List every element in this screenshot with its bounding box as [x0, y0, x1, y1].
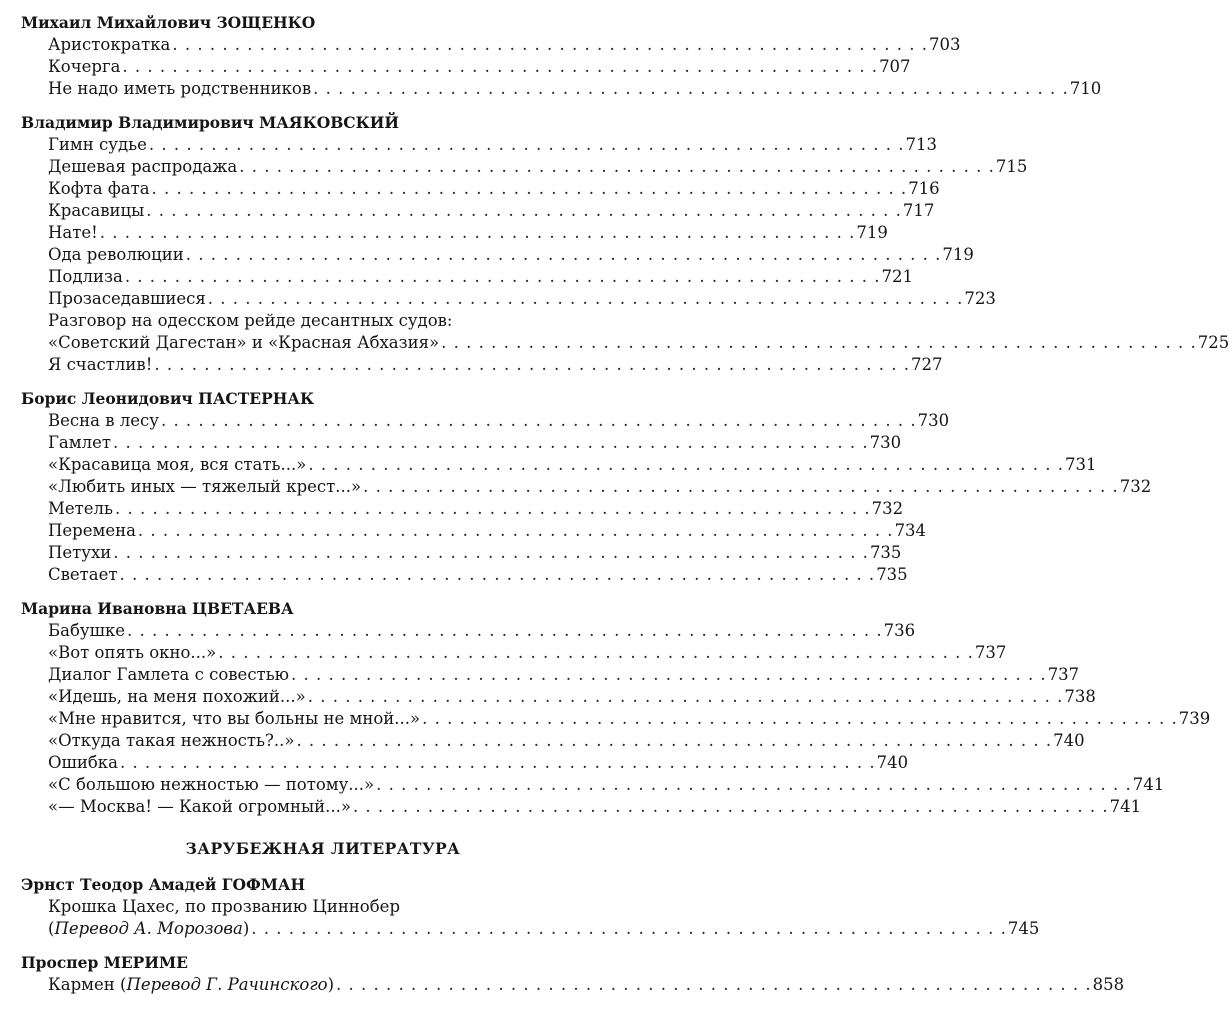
- toc-entry[interactable]: [21, 156, 1028, 178]
- paren-close: ): [242, 919, 250, 938]
- leader-dots: [147, 134, 904, 156]
- leader-dots: [136, 520, 893, 542]
- toc-entry[interactable]: [21, 288, 996, 310]
- entry-title: Красавицы: [48, 201, 145, 220]
- leader-dots: [111, 432, 868, 454]
- entry-title: «Любить иных — тяжелый крест...»: [48, 477, 362, 496]
- toc-entry[interactable]: [21, 708, 1211, 730]
- leader-dots: [249, 918, 1006, 940]
- entry-title: Прозаседавшиеся: [48, 289, 206, 308]
- entry-title-line1: Разговор на одесском рейде десантных судов:: [48, 311, 453, 330]
- entry-page: 737: [974, 643, 1007, 662]
- entry-title: Весна в лесу: [48, 411, 159, 430]
- entry-title: Метель: [48, 499, 114, 518]
- entry-page: 735: [869, 543, 902, 562]
- leader-dots: [152, 354, 909, 376]
- author-name: Михаил Михайлович ЗОЩЕНКО: [21, 13, 316, 32]
- entry-page: 741: [1132, 775, 1165, 794]
- entry-title: «— Москва! — Какой огромный...»: [48, 797, 351, 816]
- leader-dots: [306, 686, 1063, 708]
- leader-dots: [118, 752, 875, 774]
- entry-page: 721: [881, 267, 913, 286]
- entry-page: 730: [917, 411, 950, 430]
- entry-page: 740: [876, 753, 909, 772]
- entry-page: 731: [1064, 455, 1097, 474]
- leader-dots: [420, 708, 1177, 730]
- author-section: [21, 112, 1229, 376]
- toc-entry[interactable]: [21, 34, 961, 56]
- leader-dots: [439, 332, 1196, 354]
- entry-page: 719: [942, 245, 974, 264]
- toc-entry[interactable]: [21, 752, 909, 774]
- entry-title: «Откуда такая нежность?..»: [48, 731, 295, 750]
- entry-title: Я счастлив!: [48, 355, 153, 374]
- entry-page: 735: [876, 565, 908, 584]
- toc-entry[interactable]: [21, 476, 1152, 498]
- leader-dots: [216, 642, 973, 664]
- leader-dots: [334, 974, 1091, 996]
- leader-dots: [306, 454, 1063, 476]
- entry-page: 717: [902, 201, 935, 220]
- leader-dots: [150, 178, 907, 200]
- author-section: [21, 388, 1152, 586]
- toc-entry[interactable]: [21, 918, 1040, 940]
- entry-title: Ода революции: [48, 245, 184, 264]
- leader-dots: [237, 156, 994, 178]
- entry-title: «Идешь, на меня похожий...»: [48, 687, 306, 706]
- toc-entry[interactable]: [21, 432, 902, 454]
- toc-entry[interactable]: [21, 178, 940, 200]
- toc-entry[interactable]: [21, 642, 1007, 664]
- entry-page: 715: [995, 157, 1028, 176]
- leader-dots: [289, 664, 1046, 686]
- entry-title: Подлиза: [48, 267, 123, 286]
- entry-page: 716: [908, 179, 940, 198]
- entry-title: «Мне нравится, что вы больны не мной...»: [48, 709, 421, 728]
- leader-dots: [351, 796, 1108, 818]
- toc-entry[interactable]: [21, 774, 1165, 796]
- entry-title: Бабушке: [48, 621, 126, 640]
- entry-title: Светает: [48, 565, 118, 584]
- toc-entry[interactable]: [21, 796, 1142, 818]
- entry-page: 745: [1007, 919, 1040, 938]
- entry-page: 740: [1053, 731, 1085, 750]
- author-name: Борис Леонидович ПАСТЕРНАК: [21, 389, 315, 408]
- entry-title: Гимн судье: [48, 135, 147, 154]
- paren-close: ): [327, 975, 335, 994]
- leader-dots: [374, 774, 1131, 796]
- entry-page: 725: [1197, 333, 1229, 352]
- leader-dots: [113, 498, 870, 520]
- author-section: [21, 952, 1125, 996]
- part-heading: ЗАРУБЕЖНАЯ ЛИТЕРАТУРА: [185, 839, 461, 858]
- author-name: Владимир Владимирович МАЯКОВСКИЙ: [21, 113, 400, 132]
- leader-dots: [206, 288, 963, 310]
- leader-dots: [123, 266, 880, 288]
- toc-entry[interactable]: [21, 974, 1125, 996]
- entry-page: 719: [856, 223, 888, 242]
- leader-dots: [294, 730, 1051, 752]
- entry-title: Нате!: [48, 223, 98, 242]
- author-section: [21, 12, 1102, 100]
- entry-page: 732: [871, 499, 904, 518]
- translator-note: Перевод Г. Рачинского: [126, 975, 328, 994]
- entry-page: 734: [894, 521, 927, 540]
- toc-entry[interactable]: [21, 410, 950, 432]
- title-text: Кармен (: [48, 975, 127, 994]
- leader-dots: [118, 564, 875, 586]
- leader-dots: [159, 410, 916, 432]
- entry-page: 736: [883, 621, 916, 640]
- entry-title: Дешевая распродажа: [48, 157, 238, 176]
- entry-page: 732: [1119, 477, 1152, 496]
- toc-entry[interactable]: [21, 620, 916, 642]
- entry-title: [48, 918, 249, 940]
- entry-title: Гамлет: [48, 433, 111, 452]
- leader-dots: [311, 78, 1068, 100]
- entry-page: 703: [929, 35, 961, 54]
- entry-page: 739: [1178, 709, 1211, 728]
- leader-dots: [111, 542, 868, 564]
- entry-page: 713: [905, 135, 937, 154]
- paren-open: (: [48, 919, 55, 938]
- leader-dots: [144, 200, 901, 222]
- toc-entry[interactable]: [21, 332, 1229, 354]
- toc-entry[interactable]: [21, 134, 937, 156]
- entry-page: 727: [910, 355, 943, 374]
- entry-page: 858: [1092, 975, 1125, 994]
- author-name: Марина Ивановна ЦВЕТАЕВА: [21, 599, 294, 618]
- toc-entry[interactable]: [21, 222, 888, 244]
- entry-page: 738: [1064, 687, 1096, 706]
- entry-title: «Красавица моя, вся стать...»: [48, 455, 307, 474]
- toc-entry[interactable]: [21, 520, 927, 542]
- entry-page: 723: [964, 289, 996, 308]
- entry-title: Ошибка: [48, 753, 118, 772]
- toc-entry[interactable]: [21, 730, 1085, 752]
- author-name: Проспер МЕРИМЕ: [21, 953, 188, 972]
- leader-dots: [184, 244, 941, 266]
- entry-title: «С большою нежностью — потому...»: [48, 775, 375, 794]
- entry-title: [48, 974, 334, 996]
- leader-dots: [170, 34, 927, 56]
- entry-title: Диалог Гамлета с совестью: [48, 665, 290, 684]
- entry-page: 707: [879, 57, 911, 76]
- author-name: Эрнст Теодор Амадей ГОФМАН: [21, 875, 306, 894]
- toc-entry[interactable]: [21, 564, 908, 586]
- leader-dots: [125, 620, 882, 642]
- leader-dots: [361, 476, 1118, 498]
- toc-entry[interactable]: [21, 664, 1080, 686]
- entry-title-line1: Крошка Цахес, по прозванию Циннобер: [48, 897, 401, 916]
- entry-page: 730: [869, 433, 902, 452]
- entry-title: Петухи: [48, 543, 112, 562]
- entry-page: 710: [1069, 79, 1102, 98]
- toc-entry[interactable]: [21, 542, 902, 564]
- author-section: [21, 874, 1040, 940]
- entry-title: «Вот опять окно...»: [48, 643, 217, 662]
- entry-title: Аристократка: [48, 35, 171, 54]
- toc-entry[interactable]: [21, 498, 904, 520]
- toc-entry[interactable]: [21, 686, 1096, 708]
- toc-entry[interactable]: [21, 56, 911, 78]
- toc-entry[interactable]: [21, 200, 935, 222]
- entry-title: Кофта фата: [48, 179, 150, 198]
- leader-dots: [120, 56, 877, 78]
- entry-title: «Советский Дагестан» и «Красная Абхазия»: [48, 333, 440, 352]
- toc-entry[interactable]: [21, 454, 1097, 476]
- toc-entry[interactable]: [21, 266, 913, 288]
- toc-entry[interactable]: [21, 244, 974, 266]
- author-section: [21, 598, 1211, 818]
- entry-title: Перемена: [48, 521, 136, 540]
- translator-note: Перевод А. Морозова: [54, 919, 243, 938]
- entry-page: 741: [1109, 797, 1142, 816]
- entry-title: Не надо иметь родственников: [48, 79, 312, 98]
- toc-entry[interactable]: [21, 354, 943, 376]
- entry-page: 737: [1047, 665, 1080, 684]
- entry-title: Кочерга: [48, 57, 121, 76]
- toc-entry[interactable]: [21, 78, 1102, 100]
- leader-dots: [98, 222, 855, 244]
